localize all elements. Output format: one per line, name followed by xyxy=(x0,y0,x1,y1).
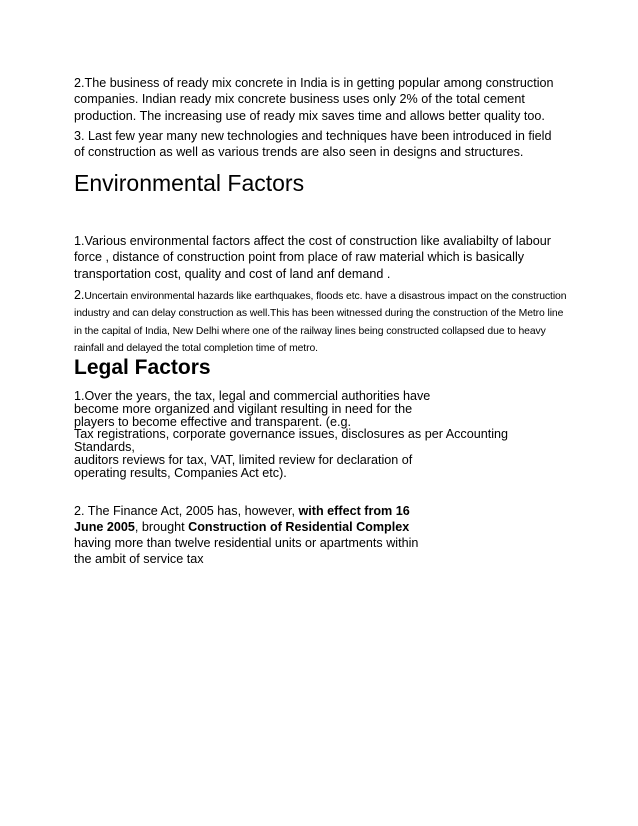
effective-date-bold: with effect from 16 June 2005 xyxy=(74,504,410,534)
legal-paragraph-2 xyxy=(74,503,424,567)
legal-paragraph-1-line: Standards, xyxy=(74,440,135,455)
legal-paragraph-2-text: having more than twelve residential units or apartments within the ambit of service tax xyxy=(74,536,419,566)
legal-paragraph-1-line: become more organized and vigilant resulting in need for the xyxy=(74,401,413,416)
legal-paragraph-1-line: players to become effective and transparent. (e.g. xyxy=(74,414,351,429)
environmental-paragraph-2-text: Uncertain environmental hazards like earthquakes, floods etc. have a disastrous impact on the construction industry and can delay construction as well.This has been witnessed during the construction of the Metro line in the capital of India, New Delhi where one of the railway lines being constructed collapsed due to heavy rainfall and delayed the total completion time of metro. xyxy=(74,291,567,354)
environmental-factors-heading: Environmental Factors xyxy=(74,170,305,196)
legal-paragraph-2-text: 2. The Finance Act, 2005 has, however, xyxy=(74,504,299,518)
market-paragraph-2: 2.The business of ready mix concrete in India is in getting popular among construction companies. Indian ready mix concrete business uses only 2% of the total cement production. The increasing use of ready mix saves time and allows better quality too. xyxy=(74,76,554,123)
legal-paragraph-1 xyxy=(74,390,574,480)
environmental-paragraph-2-number: 2. xyxy=(74,288,85,302)
legal-paragraph-1-line: operating results, Companies Act etc). xyxy=(74,465,287,480)
legal-paragraph-1-line: auditors reviews for tax, VAT, limited review for declaration of xyxy=(74,452,413,467)
legal-paragraph-1-line: Tax registrations, corporate governance issues, disclosures as per Accounting xyxy=(74,427,509,442)
legal-paragraph-2-text: , brought xyxy=(134,520,189,534)
environmental-paragraph-2 xyxy=(74,287,569,357)
environmental-paragraph-1: 1.Various environmental factors affect the cost of construction like avaliabilty of labour force , distance of construction point from place of raw material which is basically transportation cost, quality and cost of land anf demand . xyxy=(74,234,551,281)
market-paragraph-3: 3. Last few year many new technologies and techniques have been introduced in field of construction as well as various trends are also seen in designs and structures. xyxy=(74,129,552,160)
legal-factors-heading: Legal Factors xyxy=(74,356,211,379)
residential-complex-bold: Construction of Residential Complex xyxy=(188,520,410,534)
legal-paragraph-1-line: 1.Over the years, the tax, legal and commercial authorities have xyxy=(74,389,431,403)
